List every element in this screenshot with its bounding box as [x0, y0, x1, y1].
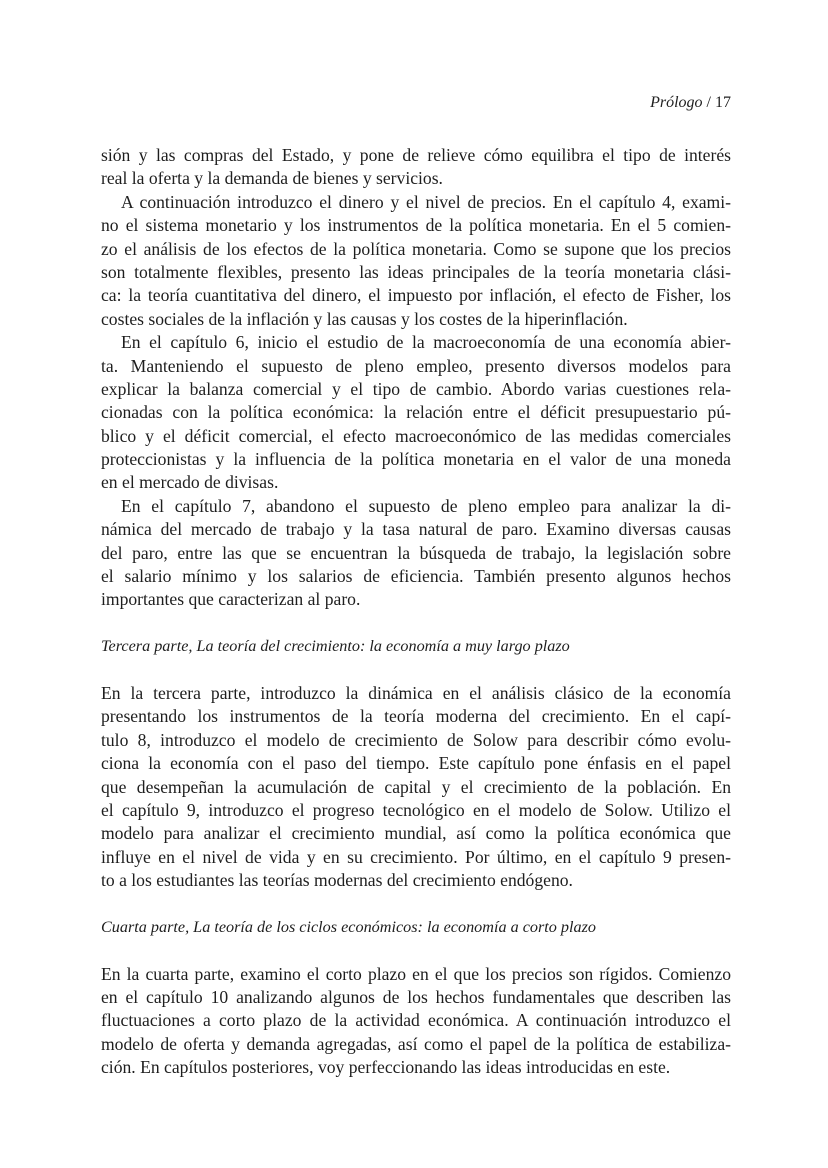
running-head-separator: / — [702, 94, 715, 111]
paragraph — [101, 191, 731, 331]
text-line: del paro, entre las que se encuentran la búsqueda de trabajo, la legislación sobre — [101, 542, 731, 563]
text-line: proteccionistas y la influencia de la política monetaria en el valor de una moneda — [101, 449, 731, 470]
text-line: son totalmente flexibles, presento las ideas principales de la teoría monetaria clási- — [101, 261, 731, 282]
text-line: no el sistema monetario y los instrumentos de la política monetaria. En el 5 comien- — [101, 215, 731, 236]
text-line: en el capítulo 10 analizando algunos de los hechos fundamentales que describen las — [101, 987, 731, 1008]
text-line: ciona la economía con el paso del tiempo. Este capítulo pone énfasis en el papel — [101, 753, 731, 774]
paragraph — [101, 331, 731, 495]
running-head-title: Prólogo — [650, 94, 703, 111]
text-line: en el mercado de divisas. — [101, 472, 279, 493]
spacer — [101, 893, 731, 916]
text-line: importantes que caracterizan al paro. — [101, 589, 361, 610]
text-line: A continuación introduzco el dinero y el nivel de precios. En el capítulo 4, exami- — [121, 191, 731, 212]
text-line: ta. Manteniendo el supuesto de pleno empleo, presento diversos modelos para — [101, 355, 731, 376]
page-number: 17 — [715, 94, 731, 111]
section-heading: Tercera parte, La teoría del crecimiento: la economía a muy largo plazo — [101, 637, 570, 656]
spacer — [101, 612, 731, 635]
paragraph — [101, 495, 731, 612]
text-line: modelo para analizar el crecimiento mundial, así como la política económica que — [101, 823, 731, 844]
spacer — [101, 659, 731, 682]
text-line: sión y las compras del Estado, y pone de relieve cómo equilibra el tipo de interés — [101, 145, 731, 165]
text-line: el capítulo 9, introduzco el progreso tecnológico en el modelo de Solow. Utilizo el — [101, 799, 731, 820]
text-line: blico y el déficit comercial, el efecto macroeconómico de las medidas comerciales — [101, 425, 731, 446]
text-line: costes sociales de la inflación y las causas y los costes de la hiperinflación. — [101, 308, 628, 329]
text-line: cionadas con la política económica: la relación entre el déficit presupuestario pú- — [101, 402, 731, 423]
text-line: explicar la balanza comercial y el tipo de cambio. Abordo varias cuestiones rela- — [101, 378, 731, 399]
paragraph — [101, 144, 731, 191]
text-line: presentando los instrumentos de la teoría moderna del crecimiento. En el capí- — [101, 706, 731, 727]
text-line: to a los estudiantes las teorías modernas del crecimiento endógeno. — [101, 870, 573, 891]
text-line: zo el análisis de los efectos de la política monetaria. Como se supone que los precios — [101, 238, 731, 259]
spacer — [101, 939, 731, 962]
text-line: modelo de oferta y demanda agregadas, así como el papel de la política de estabiliza- — [101, 1033, 731, 1054]
text-line: que desempeñan la acumulación de capital y el crecimiento de la población. En — [101, 776, 731, 797]
paragraph — [101, 963, 731, 1080]
section-heading: Cuarta parte, La teoría de los ciclos económicos: la economía a corto plazo — [101, 917, 597, 936]
text-line: el salario mínimo y los salarios de eficiencia. También presento algunos hechos — [101, 566, 731, 587]
text-line: námica del mercado de trabajo y la tasa natural de paro. Examino diversas causas — [101, 519, 731, 540]
text-line: influye en el nivel de vida y en su crecimiento. Por último, en el capítulo 9 presen- — [101, 846, 731, 867]
text-line: En la cuarta parte, examino el corto plazo en el que los precios son rígidos. Comienzo — [101, 963, 731, 984]
text-line: En el capítulo 7, abandono el supuesto de pleno empleo para analizar la di- — [121, 495, 731, 516]
text-line: En la tercera parte, introduzco la dinámica en el análisis clásico de la economía — [101, 682, 731, 703]
text-line: fluctuaciones a corto plazo de la actividad económica. A continuación introduzco el — [101, 1010, 731, 1031]
text-line: tulo 8, introduzco el modelo de crecimiento de Solow para describir cómo evolu- — [101, 729, 731, 750]
text-line: En el capítulo 6, inicio el estudio de la macroeconomía de una economía abier- — [121, 332, 731, 353]
text-line: ción. En capítulos posteriores, voy perfeccionando las ideas introducidas en este. — [101, 1057, 671, 1078]
running-head — [650, 94, 731, 112]
body-text — [101, 144, 731, 1080]
paragraph — [101, 682, 731, 893]
text-line: real la oferta y la demanda de bienes y servicios. — [101, 168, 443, 189]
text-line: ca: la teoría cuantitativa del dinero, el impuesto por inflación, el efecto de Fisher, los — [101, 285, 731, 306]
